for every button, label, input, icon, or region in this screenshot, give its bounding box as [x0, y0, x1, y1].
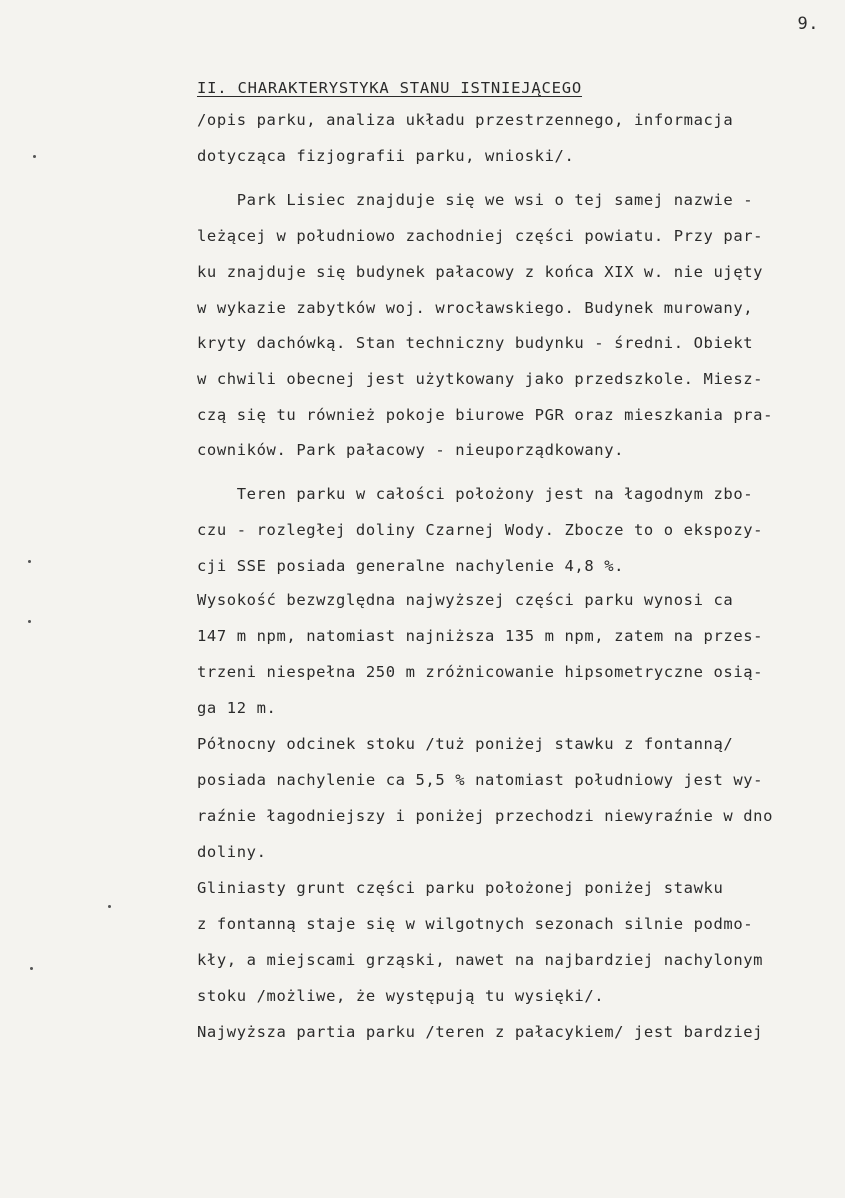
text-line: posiada nachylenie ca 5,5 % natomiast południowy jest wy-: [197, 771, 764, 789]
text-line: trzeni niespełna 250 m zróżnicowanie hipsometryczne osią-: [197, 663, 764, 681]
text-line: w wykazie zabytków woj. wrocławskiego. Budynek murowany,: [197, 299, 754, 317]
text-line: stoku /możliwe, że występują tu wysięki/.: [197, 987, 605, 1005]
text-line: doliny.: [197, 843, 267, 861]
section-heading: II. CHARAKTERYSTYKA STANU ISTNIEJĄCEGO: [197, 79, 583, 97]
text-line: kły, a miejscami grząski, nawet na najbardziej nachylonym: [197, 951, 764, 969]
text-line: raźnie łagodniejszy i poniżej przechodzi niewyraźnie w dno: [197, 807, 774, 825]
text-line: czą się tu również pokoje biurowe PGR oraz mieszkania pra-: [197, 406, 774, 424]
text-line: kryty dachówką. Stan techniczny budynku - średni. Obiekt: [197, 334, 754, 352]
text-line: czu - rozległej doliny Czarnej Wody. Zbocze to o ekspozy-: [197, 521, 764, 539]
punch-mark: [108, 905, 111, 908]
text-line: cji SSE posiada generalne nachylenie 4,8 %.: [197, 557, 625, 575]
page-number: 9.: [797, 14, 819, 34]
punch-mark: [28, 620, 31, 623]
text-line: ga 12 m.: [197, 699, 277, 717]
text-line: z fontanną staje się w wilgotnych sezonach silnie podmo-: [197, 915, 754, 933]
punch-mark: [30, 967, 33, 970]
text-line: Gliniasty grunt części parku położonej poniżej stawku: [197, 879, 724, 897]
text-line: Najwyższa partia parku /teren z pałacykiem/ jest bardziej: [197, 1023, 764, 1041]
text-line: Park Lisiec znajduje się we wsi o tej samej nazwie -: [197, 191, 754, 209]
text-line: w chwili obecnej jest użytkowany jako przedszkole. Miesz-: [197, 370, 764, 388]
text-line: leżącej w południowo zachodniej części powiatu. Przy par-: [197, 227, 764, 245]
text-line: 147 m npm, natomiast najniższa 135 m npm, zatem na przes-: [197, 627, 764, 645]
text-line: Wysokość bezwzględna najwyższej części parku wynosi ca: [197, 591, 734, 609]
text-line: ku znajduje się budynek pałacowy z końca XIX w. nie ujęty: [197, 263, 764, 281]
punch-mark: [28, 560, 31, 563]
text-line: Teren parku w całości położony jest na łagodnym zbo-: [197, 485, 754, 503]
text-line: dotycząca fizjografii parku, wnioski/.: [197, 147, 575, 165]
text-line: Północny odcinek stoku /tuż poniżej stawku z fontanną/: [197, 735, 734, 753]
text-line: cowników. Park pałacowy - nieuporządkowany.: [197, 441, 625, 459]
punch-mark: [33, 155, 36, 158]
text-line: /opis parku, analiza układu przestrzennego, informacja: [197, 111, 734, 129]
